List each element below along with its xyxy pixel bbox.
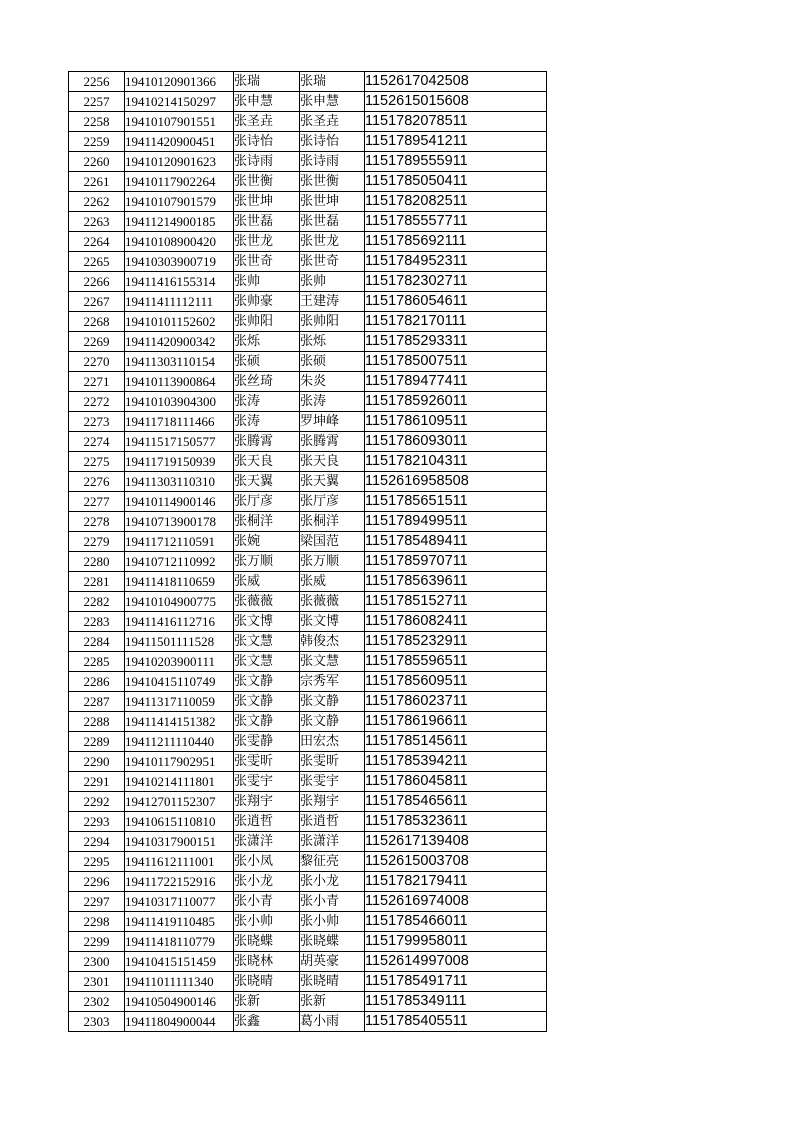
payee-name-cell: 张桐洋 xyxy=(300,512,365,532)
table-row xyxy=(69,832,547,852)
account-number-cell: 1151789555911 xyxy=(365,152,547,172)
account-number-cell: 1151785489411 xyxy=(365,532,547,552)
account-number-cell: 1151782179411 xyxy=(365,872,547,892)
payee-name-cell: 张逍哲 xyxy=(300,812,365,832)
account-number-cell: 1151785405511 xyxy=(365,1012,547,1032)
payee-name-cell: 张雯昕 xyxy=(300,752,365,772)
id-number-cell: 19410203900111 xyxy=(125,652,234,672)
table-row xyxy=(69,892,547,912)
name-cell: 张文博 xyxy=(234,612,300,632)
table-row xyxy=(69,392,547,412)
payee-name-cell: 罗坤峰 xyxy=(300,412,365,432)
row-number-cell: 2300 xyxy=(69,952,125,972)
payee-name-cell: 张新 xyxy=(300,992,365,1012)
account-number-cell: 1151785145611 xyxy=(365,732,547,752)
row-number-cell: 2257 xyxy=(69,92,125,112)
id-number-cell: 19410303900719 xyxy=(125,252,234,272)
name-cell: 张腾霄 xyxy=(234,432,300,452)
payee-name-cell: 张烁 xyxy=(300,332,365,352)
account-number-cell: 1152615015608 xyxy=(365,92,547,112)
id-number-cell: 19410713900178 xyxy=(125,512,234,532)
name-cell: 张雯昕 xyxy=(234,752,300,772)
payee-name-cell: 朱炎 xyxy=(300,372,365,392)
account-number-cell: 1151785692111 xyxy=(365,232,547,252)
name-cell: 张薇薇 xyxy=(234,592,300,612)
account-number-cell: 1151786082411 xyxy=(365,612,547,632)
row-number-cell: 2272 xyxy=(69,392,125,412)
row-number-cell: 2263 xyxy=(69,212,125,232)
row-number-cell: 2265 xyxy=(69,252,125,272)
account-number-cell: 1151785651511 xyxy=(365,492,547,512)
account-number-cell: 1151786023711 xyxy=(365,692,547,712)
row-number-cell: 2269 xyxy=(69,332,125,352)
row-number-cell: 2286 xyxy=(69,672,125,692)
row-number-cell: 2270 xyxy=(69,352,125,372)
table-row xyxy=(69,232,547,252)
account-number-cell: 1152615003708 xyxy=(365,852,547,872)
id-number-cell: 19411414151382 xyxy=(125,712,234,732)
table-row xyxy=(69,772,547,792)
account-number-cell: 1151785465611 xyxy=(365,792,547,812)
account-number-cell: 1151789499511 xyxy=(365,512,547,532)
id-number-cell: 19411420900451 xyxy=(125,132,234,152)
name-cell: 张涛 xyxy=(234,412,300,432)
id-number-cell: 19410317900151 xyxy=(125,832,234,852)
account-number-cell: 1151784952311 xyxy=(365,252,547,272)
table-row xyxy=(69,672,547,692)
row-number-cell: 2277 xyxy=(69,492,125,512)
id-number-cell: 19411214900185 xyxy=(125,212,234,232)
name-cell: 张世奇 xyxy=(234,252,300,272)
roster-table-body xyxy=(69,72,547,1032)
table-row xyxy=(69,172,547,192)
row-number-cell: 2298 xyxy=(69,912,125,932)
name-cell: 张丝琦 xyxy=(234,372,300,392)
id-number-cell: 19411416112716 xyxy=(125,612,234,632)
name-cell: 张文慧 xyxy=(234,652,300,672)
row-number-cell: 2266 xyxy=(69,272,125,292)
name-cell: 张逍哲 xyxy=(234,812,300,832)
roster-table xyxy=(68,71,547,1032)
table-row xyxy=(69,372,547,392)
table-row xyxy=(69,152,547,172)
row-number-cell: 2268 xyxy=(69,312,125,332)
name-cell: 张晓晴 xyxy=(234,972,300,992)
id-number-cell: 19410117902951 xyxy=(125,752,234,772)
table-row xyxy=(69,492,547,512)
table-row xyxy=(69,212,547,232)
payee-name-cell: 张世坤 xyxy=(300,192,365,212)
name-cell: 张雯宇 xyxy=(234,772,300,792)
id-number-cell: 19411303110310 xyxy=(125,472,234,492)
payee-name-cell: 张诗怡 xyxy=(300,132,365,152)
id-number-cell: 19411501111528 xyxy=(125,632,234,652)
row-number-cell: 2299 xyxy=(69,932,125,952)
id-number-cell: 19411411112111 xyxy=(125,292,234,312)
table-row xyxy=(69,932,547,952)
payee-name-cell: 张文静 xyxy=(300,692,365,712)
payee-name-cell: 韩俊杰 xyxy=(300,632,365,652)
id-number-cell: 19410113900864 xyxy=(125,372,234,392)
payee-name-cell: 张天良 xyxy=(300,452,365,472)
name-cell: 张万顺 xyxy=(234,552,300,572)
account-number-cell: 1151785293311 xyxy=(365,332,547,352)
id-number-cell: 19411211110440 xyxy=(125,732,234,752)
id-number-cell: 19410108900420 xyxy=(125,232,234,252)
payee-name-cell: 张潇洋 xyxy=(300,832,365,852)
table-row xyxy=(69,532,547,552)
row-number-cell: 2260 xyxy=(69,152,125,172)
id-number-cell: 19410415110749 xyxy=(125,672,234,692)
payee-name-cell: 张薇薇 xyxy=(300,592,365,612)
payee-name-cell: 张硕 xyxy=(300,352,365,372)
name-cell: 张瑞 xyxy=(234,72,300,92)
account-number-cell: 1151785970711 xyxy=(365,552,547,572)
account-number-cell: 1151782082511 xyxy=(365,192,547,212)
payee-name-cell: 张申慧 xyxy=(300,92,365,112)
row-number-cell: 2296 xyxy=(69,872,125,892)
account-number-cell: 1151786054611 xyxy=(365,292,547,312)
name-cell: 张涛 xyxy=(234,392,300,412)
name-cell: 张新 xyxy=(234,992,300,1012)
name-cell: 张雯静 xyxy=(234,732,300,752)
id-number-cell: 19411719150939 xyxy=(125,452,234,472)
table-row xyxy=(69,752,547,772)
id-number-cell: 19411718111466 xyxy=(125,412,234,432)
id-number-cell: 19411416155314 xyxy=(125,272,234,292)
table-row xyxy=(69,912,547,932)
payee-name-cell: 梁国范 xyxy=(300,532,365,552)
account-number-cell: 1151782170111 xyxy=(365,312,547,332)
payee-name-cell: 张世奇 xyxy=(300,252,365,272)
row-number-cell: 2282 xyxy=(69,592,125,612)
name-cell: 张圣垚 xyxy=(234,112,300,132)
id-number-cell: 19410120901366 xyxy=(125,72,234,92)
payee-name-cell: 张帅阳 xyxy=(300,312,365,332)
account-number-cell: 1151785557711 xyxy=(365,212,547,232)
id-number-cell: 19410103904300 xyxy=(125,392,234,412)
row-number-cell: 2256 xyxy=(69,72,125,92)
id-number-cell: 19411419110485 xyxy=(125,912,234,932)
name-cell: 张晓林 xyxy=(234,952,300,972)
payee-name-cell: 张小龙 xyxy=(300,872,365,892)
table-row xyxy=(69,572,547,592)
payee-name-cell: 王建涛 xyxy=(300,292,365,312)
payee-name-cell: 张世磊 xyxy=(300,212,365,232)
row-number-cell: 2294 xyxy=(69,832,125,852)
id-number-cell: 19411317110059 xyxy=(125,692,234,712)
row-number-cell: 2273 xyxy=(69,412,125,432)
row-number-cell: 2274 xyxy=(69,432,125,452)
table-row xyxy=(69,112,547,132)
table-row xyxy=(69,952,547,972)
row-number-cell: 2291 xyxy=(69,772,125,792)
row-number-cell: 2261 xyxy=(69,172,125,192)
name-cell: 张文静 xyxy=(234,672,300,692)
account-number-cell: 1152614997008 xyxy=(365,952,547,972)
account-number-cell: 1151789477411 xyxy=(365,372,547,392)
payee-name-cell: 张小青 xyxy=(300,892,365,912)
id-number-cell: 19410214111801 xyxy=(125,772,234,792)
id-number-cell: 19412701152307 xyxy=(125,792,234,812)
name-cell: 张世龙 xyxy=(234,232,300,252)
id-number-cell: 19410107901579 xyxy=(125,192,234,212)
id-number-cell: 19410615110810 xyxy=(125,812,234,832)
table-row xyxy=(69,812,547,832)
payee-name-cell: 张雯宇 xyxy=(300,772,365,792)
table-row xyxy=(69,92,547,112)
id-number-cell: 19410504900146 xyxy=(125,992,234,1012)
name-cell: 张小帅 xyxy=(234,912,300,932)
row-number-cell: 2287 xyxy=(69,692,125,712)
id-number-cell: 19410317110077 xyxy=(125,892,234,912)
name-cell: 张文慧 xyxy=(234,632,300,652)
name-cell: 张小青 xyxy=(234,892,300,912)
row-number-cell: 2285 xyxy=(69,652,125,672)
table-row xyxy=(69,552,547,572)
account-number-cell: 1151785609511 xyxy=(365,672,547,692)
payee-name-cell: 黎征亮 xyxy=(300,852,365,872)
table-row xyxy=(69,592,547,612)
name-cell: 张厅彦 xyxy=(234,492,300,512)
account-number-cell: 1151786045811 xyxy=(365,772,547,792)
table-row xyxy=(69,412,547,432)
name-cell: 张世磊 xyxy=(234,212,300,232)
id-number-cell: 19410712110992 xyxy=(125,552,234,572)
row-number-cell: 2288 xyxy=(69,712,125,732)
name-cell: 张诗雨 xyxy=(234,152,300,172)
table-row xyxy=(69,652,547,672)
id-number-cell: 19410101152602 xyxy=(125,312,234,332)
name-cell: 张小龙 xyxy=(234,872,300,892)
row-number-cell: 2279 xyxy=(69,532,125,552)
row-number-cell: 2278 xyxy=(69,512,125,532)
table-row xyxy=(69,1012,547,1032)
name-cell: 张硕 xyxy=(234,352,300,372)
account-number-cell: 1151782302711 xyxy=(365,272,547,292)
row-number-cell: 2295 xyxy=(69,852,125,872)
name-cell: 张世坤 xyxy=(234,192,300,212)
row-number-cell: 2280 xyxy=(69,552,125,572)
account-number-cell: 1151785491711 xyxy=(365,972,547,992)
table-row xyxy=(69,452,547,472)
table-row xyxy=(69,972,547,992)
table-row xyxy=(69,292,547,312)
name-cell: 张世衡 xyxy=(234,172,300,192)
table-row xyxy=(69,612,547,632)
account-number-cell: 1152617139408 xyxy=(365,832,547,852)
name-cell: 张帅阳 xyxy=(234,312,300,332)
table-row xyxy=(69,792,547,812)
row-number-cell: 2283 xyxy=(69,612,125,632)
payee-name-cell: 张瑞 xyxy=(300,72,365,92)
row-number-cell: 2276 xyxy=(69,472,125,492)
payee-name-cell: 张诗雨 xyxy=(300,152,365,172)
name-cell: 张威 xyxy=(234,572,300,592)
table-row xyxy=(69,432,547,452)
payee-name-cell: 胡英豪 xyxy=(300,952,365,972)
account-number-cell: 1151785323611 xyxy=(365,812,547,832)
name-cell: 张文静 xyxy=(234,692,300,712)
row-number-cell: 2267 xyxy=(69,292,125,312)
payee-name-cell: 张文静 xyxy=(300,712,365,732)
table-row xyxy=(69,992,547,1012)
account-number-cell: 1152616958508 xyxy=(365,472,547,492)
payee-name-cell: 张文博 xyxy=(300,612,365,632)
id-number-cell: 19411517150577 xyxy=(125,432,234,452)
row-number-cell: 2302 xyxy=(69,992,125,1012)
table-row xyxy=(69,732,547,752)
row-number-cell: 2262 xyxy=(69,192,125,212)
table-row xyxy=(69,72,547,92)
payee-name-cell: 张帅 xyxy=(300,272,365,292)
id-number-cell: 19410104900775 xyxy=(125,592,234,612)
name-cell: 张诗怡 xyxy=(234,132,300,152)
account-number-cell: 1152616974008 xyxy=(365,892,547,912)
row-number-cell: 2264 xyxy=(69,232,125,252)
row-number-cell: 2275 xyxy=(69,452,125,472)
payee-name-cell: 张威 xyxy=(300,572,365,592)
id-number-cell: 19410114900146 xyxy=(125,492,234,512)
table-row xyxy=(69,352,547,372)
id-number-cell: 19411612111001 xyxy=(125,852,234,872)
row-number-cell: 2281 xyxy=(69,572,125,592)
payee-name-cell: 张世衡 xyxy=(300,172,365,192)
account-number-cell: 1152617042508 xyxy=(365,72,547,92)
id-number-cell: 19411418110779 xyxy=(125,932,234,952)
row-number-cell: 2289 xyxy=(69,732,125,752)
table-row xyxy=(69,512,547,532)
table-row xyxy=(69,472,547,492)
payee-name-cell: 张涛 xyxy=(300,392,365,412)
payee-name-cell: 张晓蝶 xyxy=(300,932,365,952)
table-row xyxy=(69,712,547,732)
table-row xyxy=(69,872,547,892)
row-number-cell: 2258 xyxy=(69,112,125,132)
id-number-cell: 19411303110154 xyxy=(125,352,234,372)
payee-name-cell: 张小帅 xyxy=(300,912,365,932)
account-number-cell: 1151785394211 xyxy=(365,752,547,772)
name-cell: 张小凤 xyxy=(234,852,300,872)
table-row xyxy=(69,632,547,652)
id-number-cell: 19411804900044 xyxy=(125,1012,234,1032)
account-number-cell: 1151799958011 xyxy=(365,932,547,952)
name-cell: 张桐洋 xyxy=(234,512,300,532)
account-number-cell: 1151785349111 xyxy=(365,992,547,1012)
row-number-cell: 2290 xyxy=(69,752,125,772)
account-number-cell: 1151782104311 xyxy=(365,452,547,472)
payee-name-cell: 田宏杰 xyxy=(300,732,365,752)
table-row xyxy=(69,852,547,872)
table-row xyxy=(69,312,547,332)
id-number-cell: 19410214150297 xyxy=(125,92,234,112)
account-number-cell: 1151785007511 xyxy=(365,352,547,372)
payee-name-cell: 葛小雨 xyxy=(300,1012,365,1032)
name-cell: 张帅豪 xyxy=(234,292,300,312)
payee-name-cell: 张文慧 xyxy=(300,652,365,672)
name-cell: 张天翼 xyxy=(234,472,300,492)
account-number-cell: 1151785152711 xyxy=(365,592,547,612)
table-row xyxy=(69,192,547,212)
name-cell: 张潇洋 xyxy=(234,832,300,852)
name-cell: 张烁 xyxy=(234,332,300,352)
id-number-cell: 19410117902264 xyxy=(125,172,234,192)
account-number-cell: 1151782078511 xyxy=(365,112,547,132)
payee-name-cell: 宗秀军 xyxy=(300,672,365,692)
table-row xyxy=(69,692,547,712)
row-number-cell: 2293 xyxy=(69,812,125,832)
payee-name-cell: 张厅彦 xyxy=(300,492,365,512)
payee-name-cell: 张天翼 xyxy=(300,472,365,492)
account-number-cell: 1151789541211 xyxy=(365,132,547,152)
name-cell: 张申慧 xyxy=(234,92,300,112)
row-number-cell: 2301 xyxy=(69,972,125,992)
id-number-cell: 19410120901623 xyxy=(125,152,234,172)
id-number-cell: 19411712110591 xyxy=(125,532,234,552)
payee-name-cell: 张世龙 xyxy=(300,232,365,252)
table-row xyxy=(69,272,547,292)
payee-name-cell: 张圣垚 xyxy=(300,112,365,132)
name-cell: 张天良 xyxy=(234,452,300,472)
table-row xyxy=(69,132,547,152)
row-number-cell: 2284 xyxy=(69,632,125,652)
name-cell: 张鑫 xyxy=(234,1012,300,1032)
account-number-cell: 1151786093011 xyxy=(365,432,547,452)
row-number-cell: 2259 xyxy=(69,132,125,152)
name-cell: 张晓蝶 xyxy=(234,932,300,952)
row-number-cell: 2271 xyxy=(69,372,125,392)
id-number-cell: 19411418110659 xyxy=(125,572,234,592)
account-number-cell: 1151785926011 xyxy=(365,392,547,412)
name-cell: 张婉 xyxy=(234,532,300,552)
row-number-cell: 2303 xyxy=(69,1012,125,1032)
payee-name-cell: 张翔宇 xyxy=(300,792,365,812)
payee-name-cell: 张万顺 xyxy=(300,552,365,572)
account-number-cell: 1151785596511 xyxy=(365,652,547,672)
id-number-cell: 19410415151459 xyxy=(125,952,234,972)
id-number-cell: 19411420900342 xyxy=(125,332,234,352)
id-number-cell: 19410107901551 xyxy=(125,112,234,132)
account-number-cell: 1151786196611 xyxy=(365,712,547,732)
payee-name-cell: 张晓晴 xyxy=(300,972,365,992)
id-number-cell: 19411011111340 xyxy=(125,972,234,992)
id-number-cell: 19411722152916 xyxy=(125,872,234,892)
payee-name-cell: 张腾霄 xyxy=(300,432,365,452)
row-number-cell: 2292 xyxy=(69,792,125,812)
account-number-cell: 1151786109511 xyxy=(365,412,547,432)
table-row xyxy=(69,252,547,272)
table-row xyxy=(69,332,547,352)
account-number-cell: 1151785639611 xyxy=(365,572,547,592)
account-number-cell: 1151785232911 xyxy=(365,632,547,652)
name-cell: 张帅 xyxy=(234,272,300,292)
name-cell: 张文静 xyxy=(234,712,300,732)
account-number-cell: 1151785466011 xyxy=(365,912,547,932)
name-cell: 张翔宇 xyxy=(234,792,300,812)
row-number-cell: 2297 xyxy=(69,892,125,912)
account-number-cell: 1151785050411 xyxy=(365,172,547,192)
